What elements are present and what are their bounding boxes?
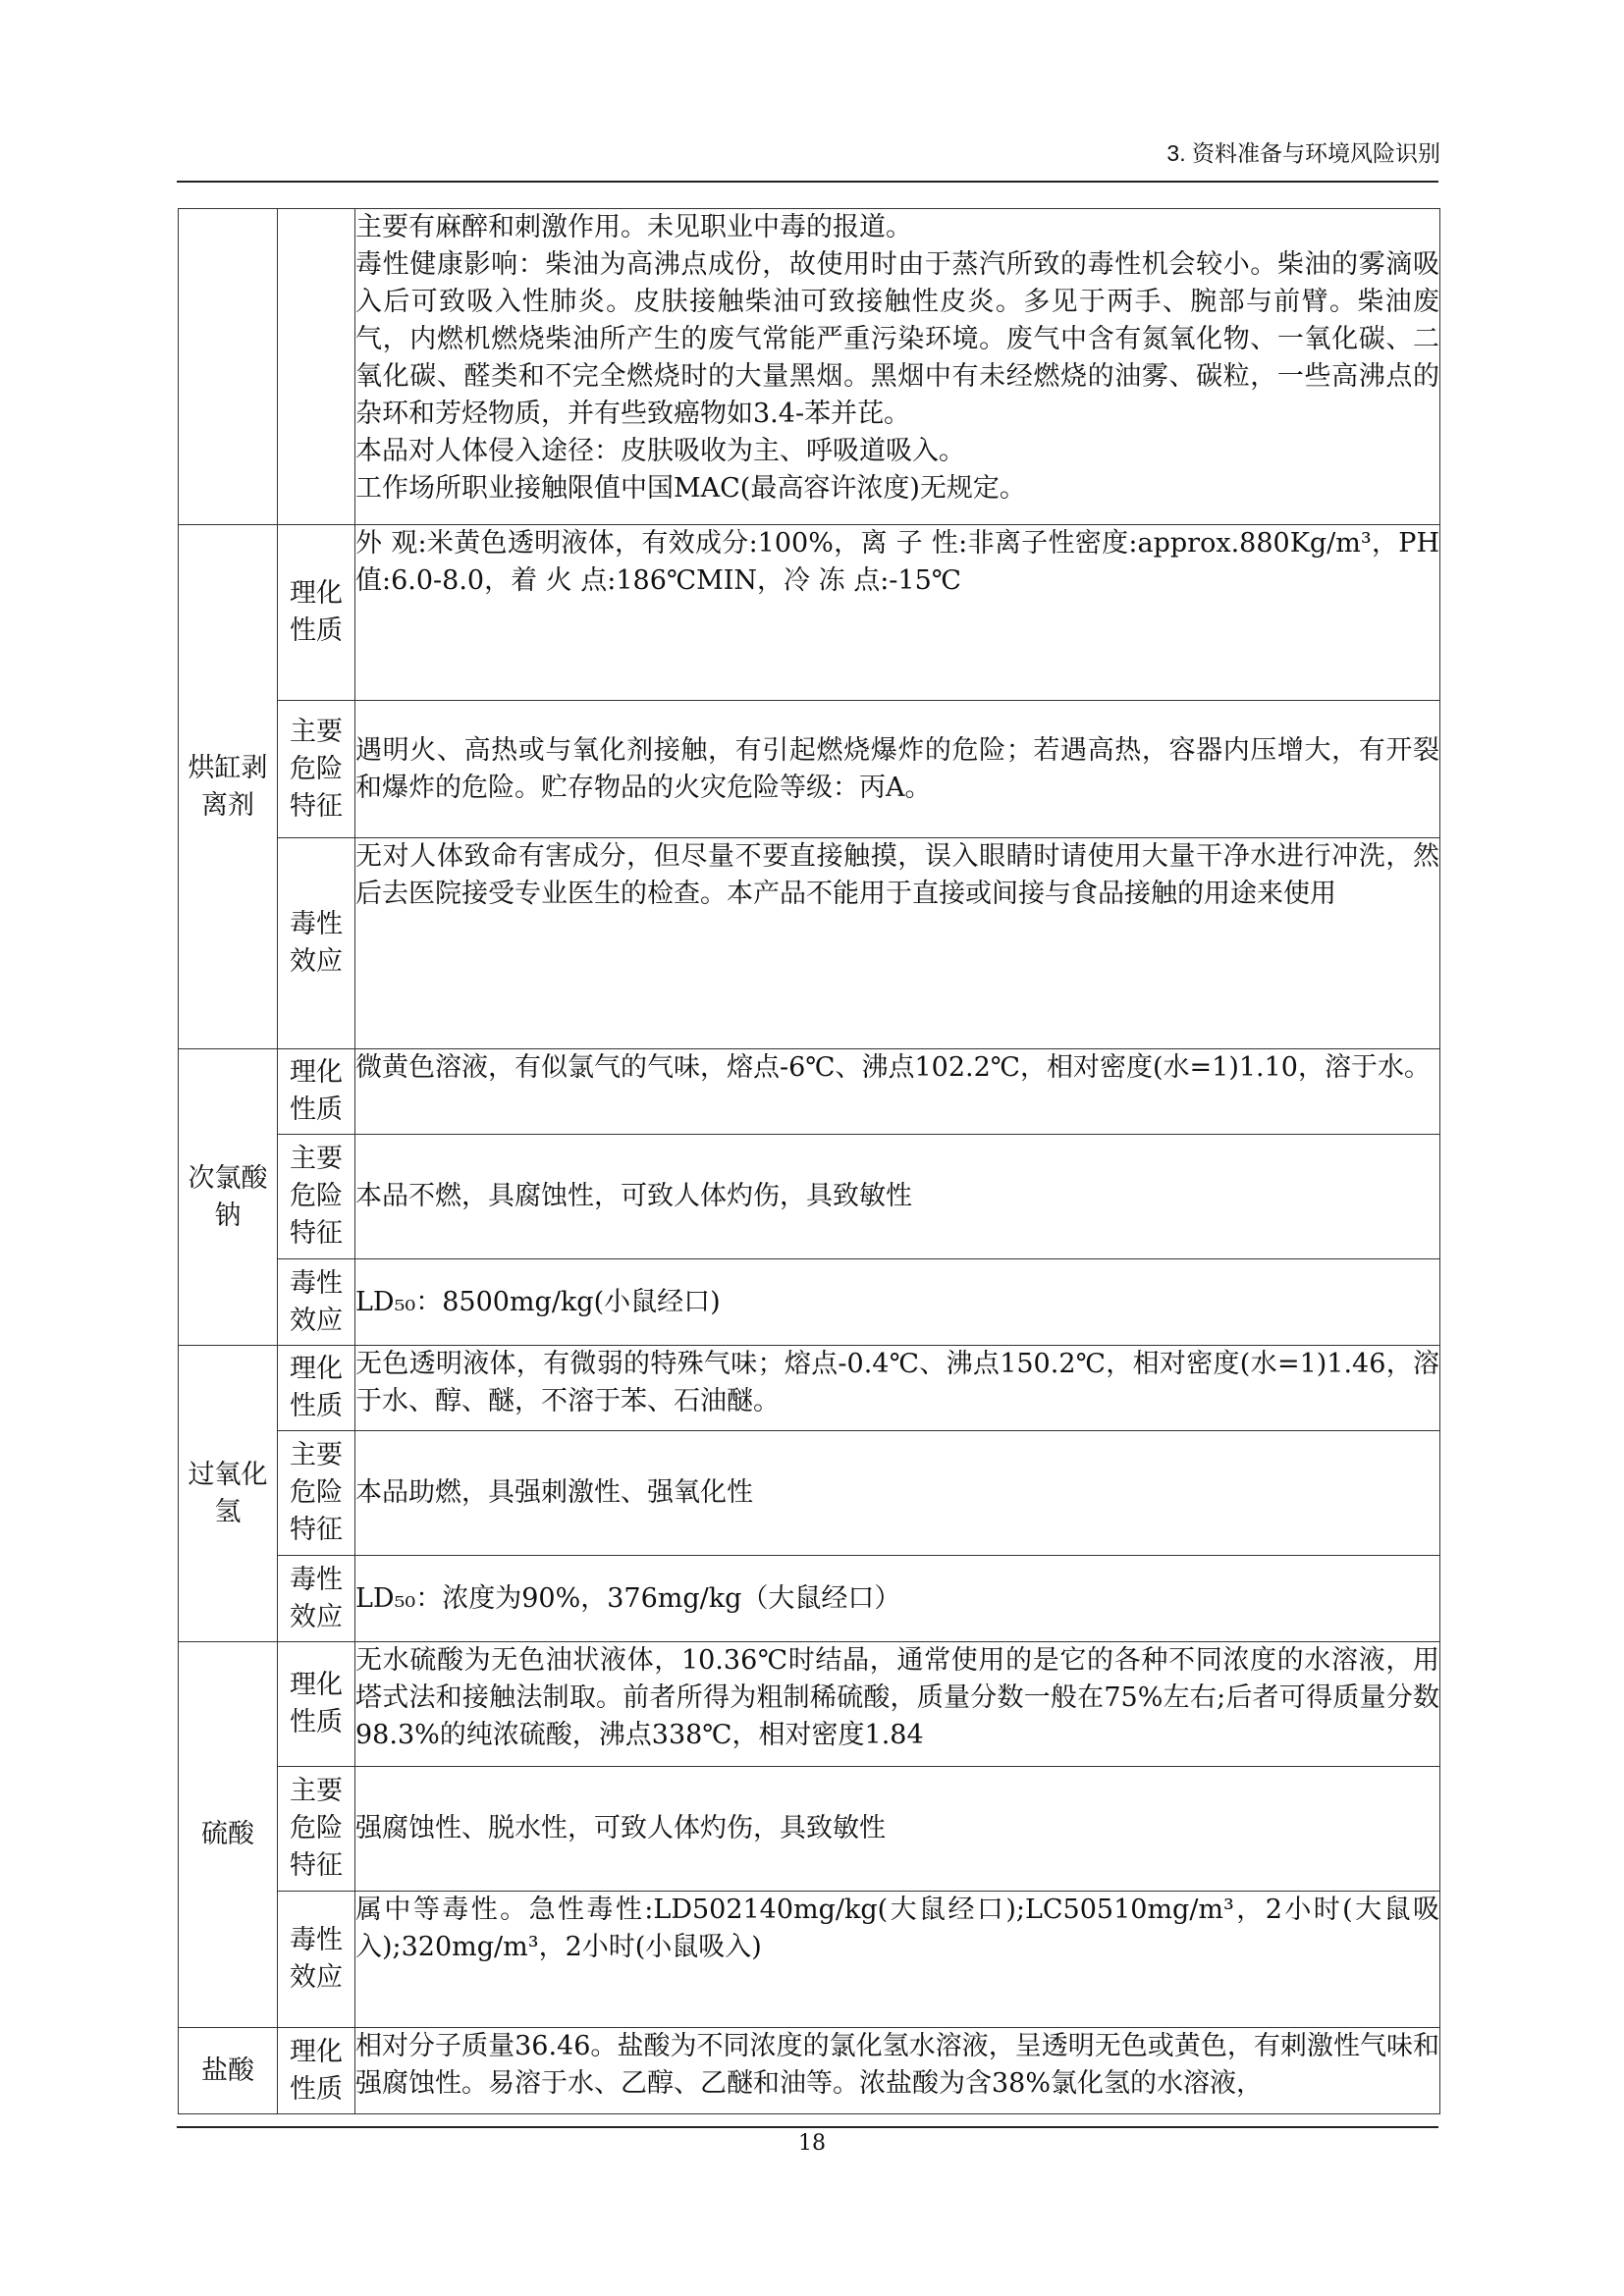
continuation-cell xyxy=(355,209,1440,525)
table-row xyxy=(179,701,1440,838)
table-row xyxy=(179,2028,1440,2114)
table-row xyxy=(179,1431,1440,1556)
chemical-hazard-table xyxy=(178,208,1440,2114)
property-text: LD₅₀：浓度为90%，376mg/kg（大鼠经口） xyxy=(355,1556,1440,1642)
property-label: 理化性质 xyxy=(290,2036,343,2105)
property-label: 毒性效应 xyxy=(290,1267,343,1336)
chemical-name-cell xyxy=(179,1642,278,2028)
label-cell-empty xyxy=(278,209,355,525)
chemical-name-cell xyxy=(179,2028,278,2114)
property-label: 理化性质 xyxy=(290,1354,343,1421)
property-label: 主要危险特征 xyxy=(290,716,343,822)
property-label-cell xyxy=(278,1049,355,1135)
table-row xyxy=(179,1259,1440,1346)
table-row xyxy=(179,1346,1440,1431)
property-label-cell xyxy=(278,1556,355,1642)
property-label: 毒性效应 xyxy=(290,1564,343,1632)
property-text: 本品助燃，具强刺激性、强氧化性 xyxy=(355,1431,1440,1556)
continuation-paragraph: 工作场所职业接触限值中国MAC(最高容许浓度)无规定。 xyxy=(355,473,1026,504)
table-row xyxy=(179,525,1440,701)
property-text: 无色透明液体，有微弱的特殊气味；熔点-0.4℃、沸点150.2℃，相对密度(水=1)1.46，溶于水、醇、醚，不溶于苯、石油醚。 xyxy=(355,1346,1440,1431)
header-rule xyxy=(177,181,1438,183)
continuation-paragraph: 本品对人体侵入途径：皮肤吸收为主、呼吸道吸入。 xyxy=(355,436,965,466)
property-label-cell xyxy=(278,1642,355,1767)
chemical-name: 次氯酸钠 xyxy=(188,1162,268,1231)
table-row xyxy=(179,1135,1440,1259)
chemical-name: 过氧化氢 xyxy=(188,1459,268,1527)
chemical-name: 硫酸 xyxy=(201,1819,254,1849)
table-row xyxy=(179,1556,1440,1642)
name-cell-empty xyxy=(179,209,278,525)
table-row xyxy=(179,1642,1440,1767)
chemical-name-cell xyxy=(179,1049,278,1346)
property-label-cell xyxy=(278,1431,355,1556)
property-label-cell xyxy=(278,1767,355,1892)
property-label-cell xyxy=(278,2028,355,2114)
property-label: 毒性效应 xyxy=(290,909,343,977)
property-label: 主要危险特征 xyxy=(290,1776,343,1881)
property-label: 主要危险特征 xyxy=(290,1440,343,1545)
table-row-continuation xyxy=(179,209,1440,525)
table-row xyxy=(179,838,1440,1049)
chemical-name-cell xyxy=(179,525,278,1049)
continuation-paragraph: 主要有麻醉和刺激作用。未见职业中毒的报道。 xyxy=(355,212,912,242)
property-text: 无水硫酸为无色油状液体，10.36℃时结晶，通常使用的是它的各种不同浓度的水溶液，用塔式法和接触法制取。前者所得为粗制稀硫酸，质量分数一般在75%左右;后者可得质量分数98.3%的纯浓硫酸，沸点338℃，相对密度1.84 xyxy=(355,1642,1440,1767)
chemical-name-cell xyxy=(179,1346,278,1642)
property-text: 属中等毒性。急性毒性:LD502140mg/kg(大鼠经口);LC50510mg/m³，2小时(大鼠吸入);320mg/m³，2小时(小鼠吸入) xyxy=(355,1892,1440,2028)
property-text: 相对分子质量36.46。盐酸为不同浓度的氯化氢水溶液，呈透明无色或黄色，有刺激性气味和强腐蚀性。易溶于水、乙醇、乙醚和油等。浓盐酸为含38%氯化氢的水溶液， xyxy=(355,2028,1440,2114)
property-label-cell xyxy=(278,838,355,1049)
property-text: 遇明火、高热或与氧化剂接触，有引起燃烧爆炸的危险；若遇高热，容器内压增大，有开裂和爆炸的危险。贮存物品的火灾危险等级：丙A。 xyxy=(355,701,1440,838)
chemical-name: 烘缸剥离剂 xyxy=(188,752,268,821)
property-label: 主要危险特征 xyxy=(290,1144,343,1249)
property-label: 理化性质 xyxy=(290,1057,343,1125)
property-text: 无对人体致命有害成分，但尽量不要直接触摸，误入眼睛时请使用大量干净水进行冲洗，然后去医院接受专业医生的检查。本产品不能用于直接或间接与食品接触的用途来使用 xyxy=(355,838,1440,1049)
property-text: LD₅₀：8500mg/kg(小鼠经口) xyxy=(355,1259,1440,1346)
chemical-name: 盐酸 xyxy=(201,2055,254,2086)
property-label: 理化性质 xyxy=(290,578,343,646)
continuation-paragraph: 毒性健康影响：柴油为高沸点成份，故使用时由于蒸汽所致的毒性机会较小。柴油的雾滴吸入后可致吸入性肺炎。皮肤接触柴油可致接触性皮炎。多见于两手、腕部与前臂。柴油废气，内燃机燃烧柴油所产生的废气常能严重污染环境。废气中含有氮氧化物、一氧化碳、二氧化碳、醛类和不完全燃烧时的大量黑烟。黑烟中有未经燃烧的油雾、碳粒，一些高沸点的杂环和芳烃物质，并有些致癌物如3.4-苯并芘。 xyxy=(355,249,1439,429)
property-label-cell xyxy=(278,1259,355,1346)
property-label-cell xyxy=(278,525,355,701)
footer-rule xyxy=(177,2126,1438,2128)
property-label-cell xyxy=(278,1135,355,1259)
property-label-cell xyxy=(278,701,355,838)
table-row xyxy=(179,1892,1440,2028)
property-label: 毒性效应 xyxy=(290,1925,343,1993)
property-text: 外 观:米黄色透明液体，有效成分:100%，离 子 性:非离子性密度:approx.880Kg/m³，PH 值:6.0-8.0，着 火 点:186℃MIN，冷 冻 点:-15℃ xyxy=(355,525,1440,701)
property-label: 理化性质 xyxy=(290,1670,343,1737)
section-header-title: 3. 资料准备与环境风险识别 xyxy=(1166,140,1440,166)
property-text: 本品不燃，具腐蚀性，可致人体灼伤，具致敏性 xyxy=(355,1135,1440,1259)
table-row xyxy=(179,1049,1440,1135)
table-row xyxy=(179,1767,1440,1892)
property-label-cell xyxy=(278,1892,355,2028)
property-text: 强腐蚀性、脱水性，可致人体灼伤，具致敏性 xyxy=(355,1767,1440,1892)
property-label-cell xyxy=(278,1346,355,1431)
page-number: 18 xyxy=(798,2131,826,2156)
property-text: 微黄色溶液，有似氯气的气味，熔点-6℃、沸点102.2℃，相对密度(水=1)1.10，溶于水。 xyxy=(355,1049,1440,1135)
